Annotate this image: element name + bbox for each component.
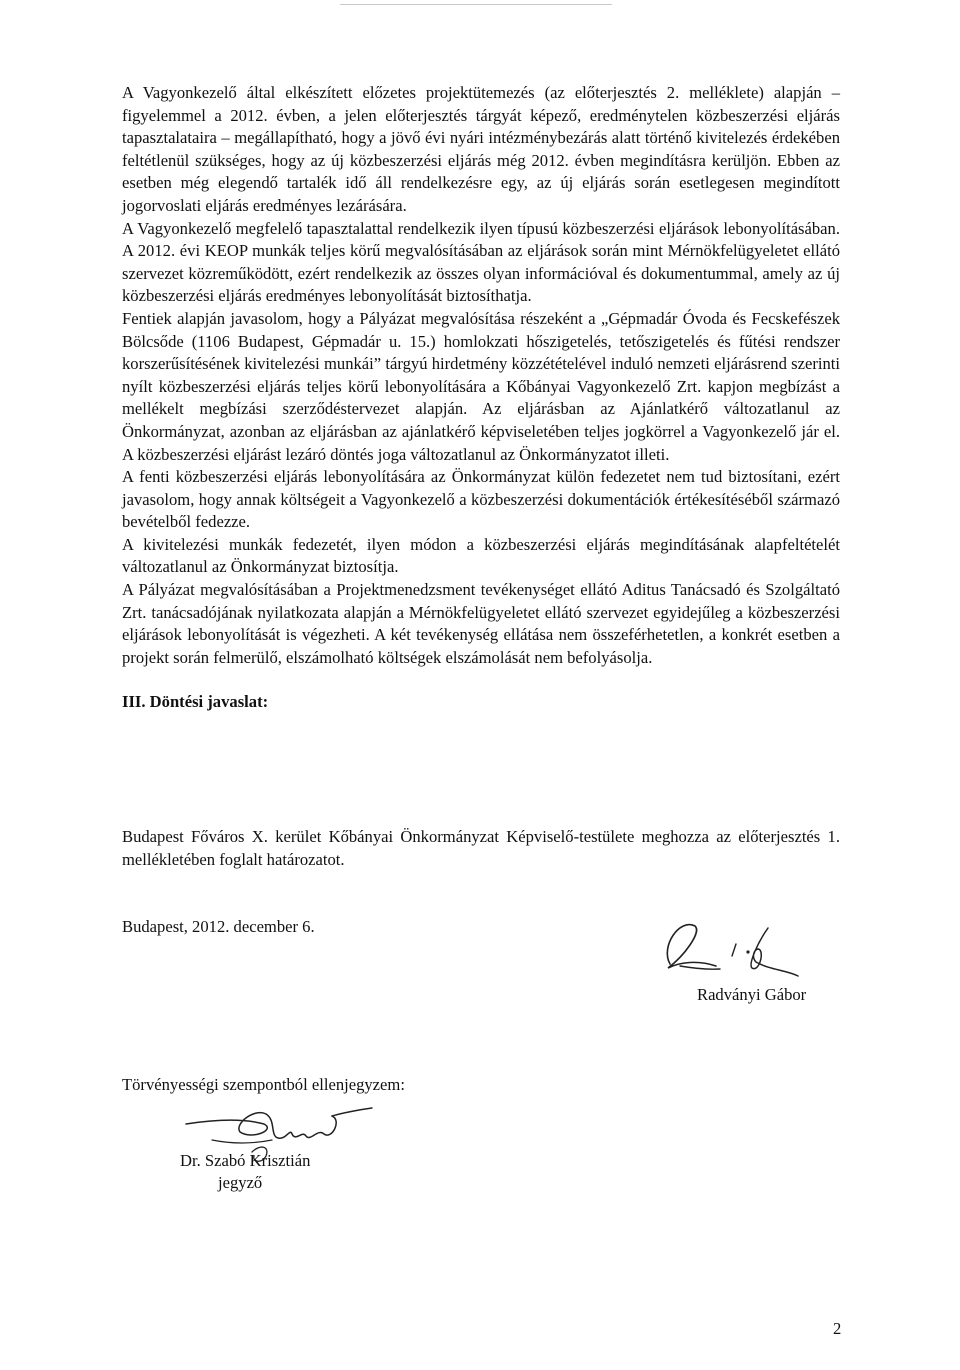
notary-title: jegyző [218,1173,263,1192]
countersign-label: Törvényességi szempontból ellenjegyzem: [122,1075,405,1094]
document-body [122,82,840,714]
paragraph-1: A Vagyonkezelő által elkészített előzetes projektütemezés (az előterjesztés 2. melléklete) alapján – figyelemmel a 2012. évben, a jelen előterjesztés tárgyát képező, eredménytelen közbeszerzési eljárás tapasztalataira – megállapítható, hogy a jövő évi nyári intézménybezárás alatt történő kivitelezés érdekében feltétlenül szükséges, hogy az új közbeszerzési eljárás még 2012. évben megindításra kerüljön. Ebben az esetben még elegendő tartalék idő áll rendelkezésre egy, az új eljárás során esetlegesen megindított jogorvoslati eljárás eredményes lezárására. [122,83,840,215]
decision-text: Budapest Főváros X. kerület Kőbányai Önkormányzat Képviselő-testülete meghozza az előterjesztés 1. mellékletében foglalt határozatot. [122,827,840,869]
signature-mark-radvanyi [640,906,810,986]
notary-name: Dr. Szabó Krisztián [180,1151,311,1170]
paragraph-2: A Vagyonkezelő megfelelő tapasztalattal rendelkezik ilyen típusú közbeszerzési eljárások lebonyolításában. A 2012. évi KEOP munkák teljes körű megvalósításában az eljárások során mint Mérnökfelügyeletet ellátó szervezet közreműködött, ezért rendelkezik az összes olyan információval és dokumentummal, amely az új közbeszerzési eljárás eredményes lebonyolítását biztosíthatja. [122,218,840,306]
paragraph-4: A fenti közbeszerzési eljárás lebonyolítására az Önkormányzat külön fedezetet nem tud biztosítani, ezért javasolom, hogy annak költségeit a Vagyonkezelő a közbeszerzési dokumentációk értékesítéséből származó bevételből fedezze. [122,467,840,532]
page-number: 2 [833,1319,842,1338]
section-heading: III. Döntési javaslat: [122,692,269,712]
paragraph-3: Fentiek alapján javasolom, hogy a Pályázat megvalósítása részeként a „Gépmadár Óvoda és Fecskefészek Bölcsőde (1106 Budapest, Gépmadár u. 15.) homlokzati hőszigetelés, tetőszigetelés és fűtési rendszer korszerűsítésének kivitelezési munkái” tárgyú hirdetmény közzétételével induló nemzeti eljárásrend szerinti nyílt közbeszerzési eljárás teljes körű lebonyolítására a Kőbányai Vagyonkezelő Zrt. kapjon megbízást a mellékelt megbízási szerződéstervezet alapján. Az eljárásban az Ajánlatkérő változatlanul az Önkormányzat, azonban az eljárásban az ajánlatkérő képviseletében teljes jogkörrel a Vagyonkezelő jár el. A közbeszerzési eljárást lezáró döntés joga változatlanul az Önkormányzatot illeti. [122,308,840,464]
decision-block [122,826,840,871]
paragraph-6: A Pályázat megvalósításában a Projektmenedzsment tevékenységet ellátó Aditus Tanácsadó és Szolgáltató Zrt. tanácsadójának nyilatkozata alapján a Mérnökfelügyeletet ellátó szervezet egyidejűleg a közbeszerzési eljárások lebonyolítását is végezheti. A két tevékenység ellátása nem összeférhetetlen, a konkrét esetben a projekt során felmerülő, elszámolható költségek elszámolását nem befolyásolja. [122,580,840,667]
top-rule [340,4,612,5]
signer-name: Radványi Gábor [697,985,807,1004]
date-line: Budapest, 2012. december 6. [122,917,315,936]
paragraph-5: A kivitelezési munkák fedezetét, ilyen módon a közbeszerzési eljárás megindításának alapfeltételét változatlanul az Önkormányzat biztosítja. [122,534,840,577]
spacer [122,669,840,691]
